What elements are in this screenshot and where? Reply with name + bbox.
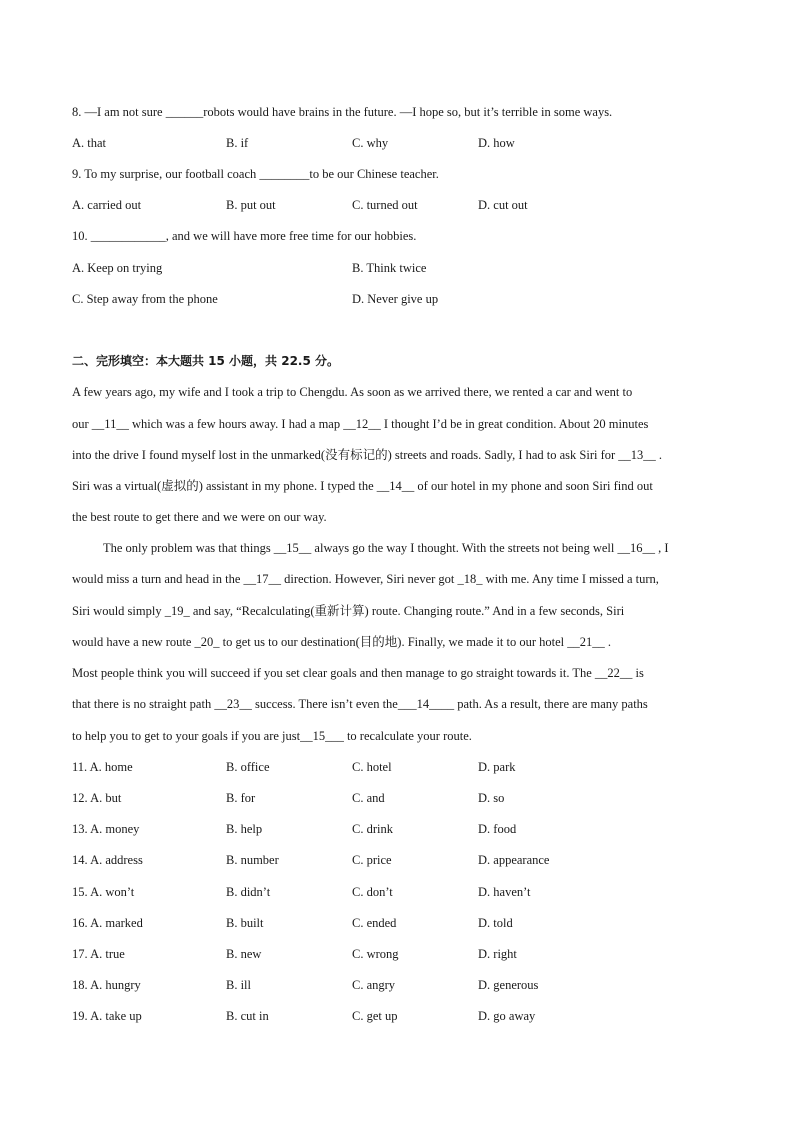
option-d: D. cut out: [478, 198, 528, 212]
question-number: 17.: [72, 947, 88, 961]
question-9-options: [72, 197, 722, 213]
question-number: 18.: [72, 978, 88, 992]
passage-line: our __11__ which was a few hours away. I had a map __12__ I thought I’d be in great condition. About 20 minutes: [72, 417, 649, 431]
option-c: C. drink: [352, 822, 393, 836]
passage-line: that there is no straight path __23__ success. There isn’t even the___14____ path. As a result, there are many paths: [72, 697, 648, 711]
question-number: 13.: [72, 822, 88, 836]
question-18-options: [72, 977, 722, 993]
option-b: B. if: [226, 136, 249, 150]
option-a: [72, 821, 139, 837]
option-b: B. Think twice: [352, 261, 427, 275]
option-b: B. ill: [226, 978, 252, 992]
option-c: C. price: [352, 853, 392, 867]
section-heading: 二、完形填空：本大题共 15 小题，共 22.5 分。: [72, 354, 340, 368]
question-19-options: [72, 1008, 722, 1024]
option-b: B. help: [226, 822, 263, 836]
option-d: D. so: [478, 791, 505, 805]
option-d: D. generous: [478, 978, 539, 992]
option-d: D. park: [478, 760, 516, 774]
option-c: C. get up: [352, 1009, 398, 1023]
question-8-options: [72, 135, 722, 151]
option-b: B. office: [226, 760, 270, 774]
option-b: B. for: [226, 791, 256, 805]
question-11-options: [72, 759, 722, 775]
option-a: [72, 1008, 142, 1024]
question-14-options: [72, 852, 722, 868]
question-number: 11.: [72, 760, 88, 774]
option-d: D. haven’t: [478, 885, 531, 899]
option-c: C. turned out: [352, 198, 418, 212]
question-10-blank: ____________: [90, 229, 166, 243]
passage-line: would have a new route _20_ to get us to our destination(目的地). Finally, we made it to our hotel __21__ .: [72, 635, 612, 649]
option-a-text: A. hungry: [90, 978, 141, 992]
question-10-number: 10.: [72, 229, 91, 243]
option-a-text: A. but: [90, 791, 122, 805]
option-c: C. don’t: [352, 885, 393, 899]
question-15-options: [72, 884, 722, 900]
question-number: 12.: [72, 791, 88, 805]
option-a-text: A. take up: [90, 1009, 142, 1023]
option-b: B. built: [226, 916, 264, 930]
question-number: 19.: [72, 1009, 88, 1023]
option-d: D. appearance: [478, 853, 550, 867]
passage-line: the best route to get there and we were on our way.: [72, 510, 327, 524]
option-a: [72, 977, 141, 993]
option-a-text: A. home: [89, 760, 133, 774]
option-a: [72, 790, 121, 806]
option-c: C. angry: [352, 978, 396, 992]
option-a-text: A. address: [90, 853, 143, 867]
question-16-options: [72, 915, 722, 931]
passage-line: Siri was a virtual(虚拟的) assistant in my phone. I typed the __14__ of our hotel in my phone and soon Siri find out: [72, 479, 653, 493]
option-b: B. put out: [226, 198, 276, 212]
option-a-text: A. money: [90, 822, 140, 836]
question-9-stem: 9. To my surprise, our football coach ________to be our Chinese teacher.: [72, 167, 439, 181]
option-c: C. wrong: [352, 947, 399, 961]
question-10-text: , and we will have more free time for our hobbies.: [165, 229, 417, 243]
option-a: A. that: [72, 136, 107, 150]
passage-line: into the drive I found myself lost in the unmarked(没有标记的) streets and roads. Sadly, I had to ask Siri for __13__ .: [72, 448, 663, 462]
option-d: D. go away: [478, 1009, 536, 1023]
option-a: [72, 884, 134, 900]
question-12-options: [72, 790, 722, 806]
option-c: C. Step away from the phone: [72, 292, 218, 306]
passage-line: Most people think you will succeed if you set clear goals and then manage to go straight towards it. The __22__ is: [72, 666, 644, 680]
passage-line: A few years ago, my wife and I took a trip to Chengdu. As soon as we arrived there, we rented a car and went to: [72, 385, 633, 399]
option-b: B. number: [226, 853, 279, 867]
passage-line: to help you to get to your goals if you are just__15___ to recalculate your route.: [72, 729, 472, 743]
option-a: [72, 946, 125, 962]
option-d: D. food: [478, 822, 517, 836]
question-10-options-row2: [72, 291, 722, 307]
option-a-text: A. marked: [90, 916, 143, 930]
option-b: B. new: [226, 947, 262, 961]
option-c: C. ended: [352, 916, 397, 930]
option-d: D. Never give up: [352, 292, 439, 306]
passage-line: would miss a turn and head in the __17__ direction. However, Siri never got _18_ with me. Any time I missed a turn,: [72, 572, 659, 586]
option-c: C. why: [352, 136, 389, 150]
option-c: C. and: [352, 791, 385, 805]
option-d: D. told: [478, 916, 513, 930]
question-8-stem: 8. —I am not sure ______robots would have brains in the future. —I hope so, but it’s terrible in some ways.: [72, 105, 613, 119]
option-a-text: A. true: [90, 947, 125, 961]
option-a: [72, 852, 143, 868]
option-c: C. hotel: [352, 760, 392, 774]
option-b: B. cut in: [226, 1009, 269, 1023]
passage-line: The only problem was that things __15__ always go the way I thought. With the streets not being well __16__ , I: [103, 541, 669, 555]
question-number: 15.: [72, 885, 88, 899]
question-10-options-row1: [72, 260, 722, 276]
option-a: [72, 915, 143, 931]
question-number: 16.: [72, 916, 88, 930]
question-10-stem: [72, 228, 416, 244]
option-a: A. carried out: [72, 198, 142, 212]
question-17-options: [72, 946, 722, 962]
question-13-options: [72, 821, 722, 837]
option-d: D. right: [478, 947, 517, 961]
option-b: B. didn’t: [226, 885, 271, 899]
option-a: [72, 759, 133, 775]
question-number: 14.: [72, 853, 88, 867]
option-d: D. how: [478, 136, 515, 150]
passage-line: Siri would simply _19_ and say, “Recalculating(重新计算) route. Changing route.” And in a few seconds, Siri: [72, 604, 625, 618]
option-a-text: A. won’t: [90, 885, 135, 899]
option-a: A. Keep on trying: [72, 261, 163, 275]
